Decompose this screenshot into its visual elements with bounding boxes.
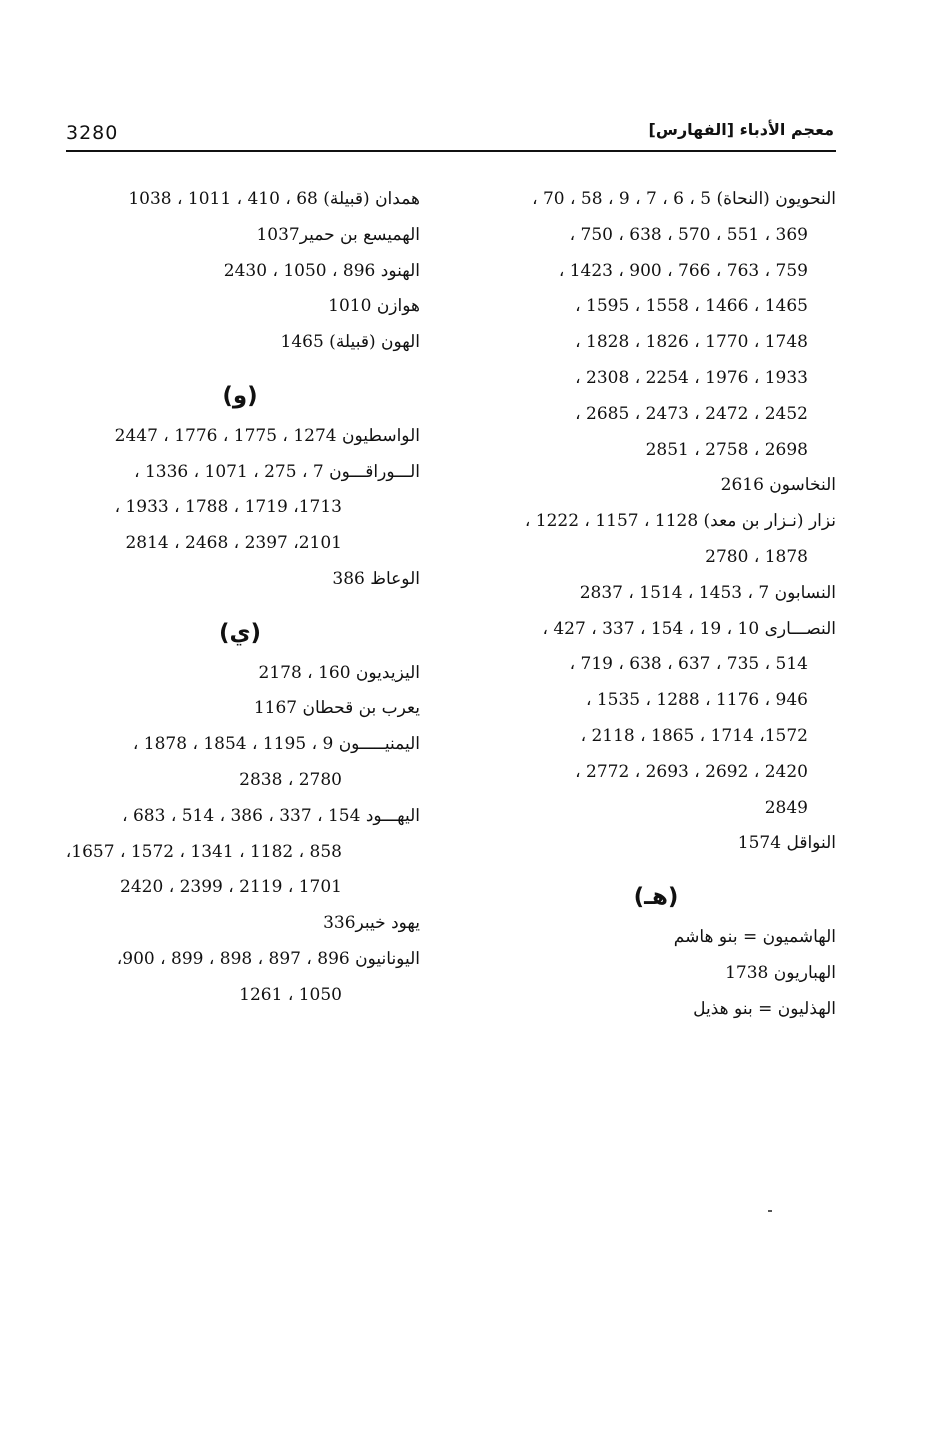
index-entry: 2452 ، 2472 ، 2473 ، 2685 ، [575,403,808,424]
index-entry: 2780 ، 2838 [239,769,342,790]
waw-entries [60,419,420,598]
index-entry: 2698 ، 2758 ، 2851 [645,439,808,460]
index-entry: هوازن 1010 [328,296,420,317]
index-entry: 1701 ، 2119 ، 2399 ، 2420 [120,877,342,898]
index-entry: الهون (قبيلة) 1465 [280,332,420,353]
index-entry: اليهـــود 154 ، 337 ، 386 ، 514 ، 683 ، [122,805,420,826]
index-entry: النسابون 7 ، 1453 ، 1514 ، 2837 [579,582,836,603]
index-entry: 514 ، 735 ، 637 ، 638 ، 719 ، [569,654,808,675]
index-entry: النخاسون 2616 [720,475,836,496]
index-entry: 2420 ، 2692 ، 2693 ، 2772 ، [575,761,808,782]
index-entry: همدان (قبيلة) 68 ، 410 ، 1011 ، 1038 [128,189,420,209]
page-number: 3280 [66,122,119,144]
index-entry: 1713، 1719 ، 1788 ، 1933 ، [114,497,342,518]
section-heading-ya: (ي) [218,619,262,646]
index-entry: الوعاظ 386 [332,568,420,589]
index-entry: 1748 ، 1770 ، 1826 ، 1828 ، [575,332,808,353]
index-entry: الواسطيون 1274 ، 1775 ، 1776 ، 2447 [114,425,420,446]
index-entry: الهنود 896 ، 1050 ، 2430 [223,260,420,281]
index-entry: النحويون (النحاة) 5 ، 6 ، 7 ، 9 ، 58 ، 70 ، [532,189,836,209]
index-entry: اليمنيـــــون 9 ، 1195 ، 1854 ، 1878 ، [132,734,420,755]
index-entry: 759 ، 763 ، 766 ، 900 ، 1423 ، [558,260,808,281]
index-entry: اليونانيون 896 ، 897 ، 898 ، 899 ، 900، [116,948,420,969]
index-column-left [60,182,420,1014]
index-entry: الهذليون = بنو هذيل [693,998,836,1019]
section-heading-waw: (و) [222,382,258,409]
index-entry: 1878 ، 2780 [705,546,808,567]
running-title: معجم الأدباء [الفهارس] [648,120,834,139]
index-entry: 1572، 1714 ، 1865 ، 2118 ، [580,725,808,746]
index-entry: 1050 ، 1261 [239,984,342,1005]
index-entry: 858 ، 1182 ، 1341 ، 1572 ، 1657، [65,841,342,862]
index-entry: الهميسع بن حمير1037 [256,224,420,245]
index-entry: يهود خيبر336 [323,913,420,934]
index-entry: 1465 ، 1466 ، 1558 ، 1595 ، [575,296,808,317]
stray-mark [768,1210,772,1212]
header-rule [66,150,836,152]
index-entry: اليزيديون 160 ، 2178 [258,662,420,683]
left-top-entries [60,182,420,361]
index-column-right [476,182,836,1027]
index-entry: 946 ، 1176 ، 1288 ، 1535 ، [585,690,808,711]
ya-entries [60,656,420,1014]
index-entry: 2849 [764,797,808,818]
index-entry: الهاشميون = بنو هاشم [673,926,836,947]
index-entry: الـــوراقـــون 7 ، 275 ، 1071 ، 1336 ، [134,461,420,482]
right-entries [476,182,836,862]
index-entry: يعرب بن قحطان 1167 [253,698,420,719]
index-entry: الهباريون 1738 [725,962,836,983]
index-entry: النصـــارى 10 ، 19 ، 154 ، 337 ، 427 ، [542,618,836,639]
index-entry: 369 ، 551 ، 570 ، 638 ، 750 ، [569,224,808,245]
index-entry: 2101، 2397 ، 2468 ، 2814 [125,533,342,554]
section-heading-ha: (هـ) [633,884,679,911]
index-entry: 1933 ، 1976 ، 2254 ، 2308 ، [575,367,808,388]
index-entry: النواقل 1574 [737,833,836,854]
index-entry: نزار (نـزار بن معد) 1128 ، 1157 ، 1222 ، [524,511,836,532]
